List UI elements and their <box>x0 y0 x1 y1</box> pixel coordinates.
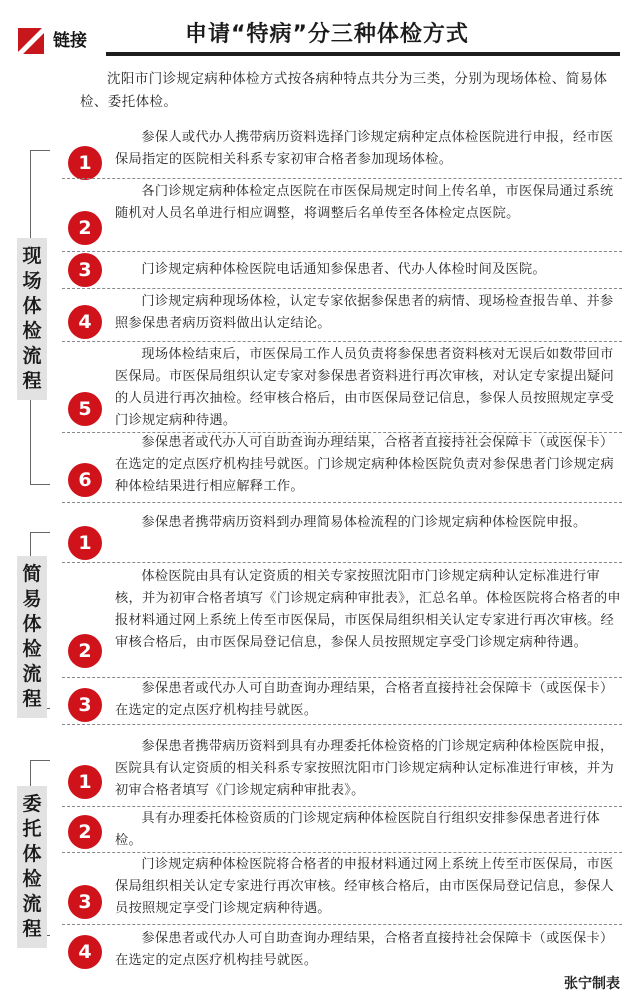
step-divider <box>62 288 622 289</box>
step-number: 3 <box>68 253 102 287</box>
step-number: 4 <box>68 935 102 969</box>
link-label: 链接 <box>53 31 87 51</box>
section-label-onsite: 现场体检流程 <box>17 238 47 400</box>
step-number: 1 <box>68 765 102 799</box>
step-divider <box>62 562 622 563</box>
step-number: 1 <box>68 146 102 180</box>
section-label-entrusted: 委托体检流程 <box>17 786 47 948</box>
section-label-simple: 简易体检流程 <box>17 556 47 718</box>
step-number: 5 <box>68 392 102 426</box>
step-text: 参保人或代办人携带病历资料选择门诊规定病种定点体检医院进行申报，经市医保局指定的医院相关科系专家初审合格者参加现场体检。 <box>115 130 614 167</box>
step-divider <box>62 724 622 725</box>
step-divider <box>62 251 622 252</box>
step-divider <box>62 852 622 853</box>
step-divider <box>62 178 622 179</box>
step-divider <box>62 806 622 807</box>
step-text: 现场体检结束后，市医保局工作人员负责将参保患者资料核对无误后如数带回市医保局。市医保局组织认定专家对参保患者资料进行再次审核，对认定专家提出疑问的人员进行再次抽检。经审核合格后，由市医保局登记信息，参保人员按照规定享受门诊规定病种待遇。 <box>115 347 615 428</box>
link-logo-icon <box>18 28 44 54</box>
step-text: 各门诊规定病种体检定点医院在市医保局规定时间上传名单，市医保局通过系统随机对人员名单进行相应调整，将调整后名单传至各体检定点医院。 <box>115 184 614 221</box>
step-divider <box>62 924 622 925</box>
step-text: 参保患者或代办人可自助查询办理结果，合格者直接持社会保障卡（或医保卡）在选定的定点医疗机构挂号就医。门诊规定病种体检医院负责对参保患者门诊规定病种体检结果进行相应解释工作。 <box>115 435 615 494</box>
step-number: 6 <box>68 463 102 497</box>
step-text: 门诊规定病种体检医院电话通知参保患者、代办人体检时间及医院。 <box>141 262 547 277</box>
step-text: 参保患者携带病历资料到具有办理委托体检资格的门诊规定病种体检医院申报，医院具有认定资质的相关科系专家按照沈阳市门诊规定病种认定标准进行审核，并为初审合格者填写《门诊规定病种审批表》。 <box>115 739 615 798</box>
step-text: 门诊规定病种体检医院将合格者的申报材料通过网上系统上传至市医保局，市医保局组织相关认定专家进行再次审核。经审核合格后，由市医保局登记信息，参保人员按照规定享受门诊规定病种待遇。 <box>115 857 615 916</box>
step-number: 3 <box>68 688 102 722</box>
intro-paragraph: 沈阳市门诊规定病种体检方式按各病种特点共分为三类，分别为现场体检、简易体检、委托体检。 <box>80 71 608 110</box>
step-text: 参保患者或代办人可自助查询办理结果，合格者直接持社会保障卡（或医保卡）在选定的定点医疗机构挂号就医。 <box>115 681 614 718</box>
step-number: 2 <box>68 815 102 849</box>
step-divider <box>62 502 622 503</box>
step-number: 2 <box>68 211 102 245</box>
bracket-tick <box>30 760 50 761</box>
header-rule <box>106 52 620 56</box>
credit-line: 张宁制表 <box>564 976 620 992</box>
step-text: 具有办理委托体检资质的门诊规定病种体检医院自行组织安排参保患者进行体检。 <box>115 811 600 848</box>
step-number: 2 <box>68 634 102 668</box>
step-divider <box>62 341 622 342</box>
step-text: 体检医院由具有认定资质的相关专家按照沈阳市门诊规定病种认定标准进行审核，并为初审合格者填写《门诊规定病种审批表》，汇总名单。体检医院将合格者的申报材料通过网上系统上传至市医保局，市医保局组织相关认定专家进行再次审核。经审核合格后，由市医保局登记信息，参保人员按照规定享受门诊规定病种待遇。 <box>115 569 621 650</box>
step-text: 参保患者或代办人可自助查询办理结果，合格者直接持社会保障卡（或医保卡）在选定的定点医疗机构挂号就医。 <box>115 931 614 968</box>
step-number: 3 <box>68 885 102 919</box>
bracket-tick <box>30 484 50 485</box>
step-number: 1 <box>68 526 102 560</box>
page-title: 申请“特病”分三种体检方式 <box>185 22 469 47</box>
header <box>0 0 640 64</box>
step-text: 参保患者携带病历资料到办理简易体检流程的门诊规定病种体检医院申报。 <box>141 515 587 530</box>
bracket-tick <box>30 150 50 151</box>
step-text: 门诊规定病种现场体检，认定专家依据参保患者的病情、现场检查报告单、并参照参保患者病历资料做出认定结论。 <box>115 294 614 331</box>
step-number: 4 <box>68 305 102 339</box>
bracket-tick <box>30 532 50 533</box>
